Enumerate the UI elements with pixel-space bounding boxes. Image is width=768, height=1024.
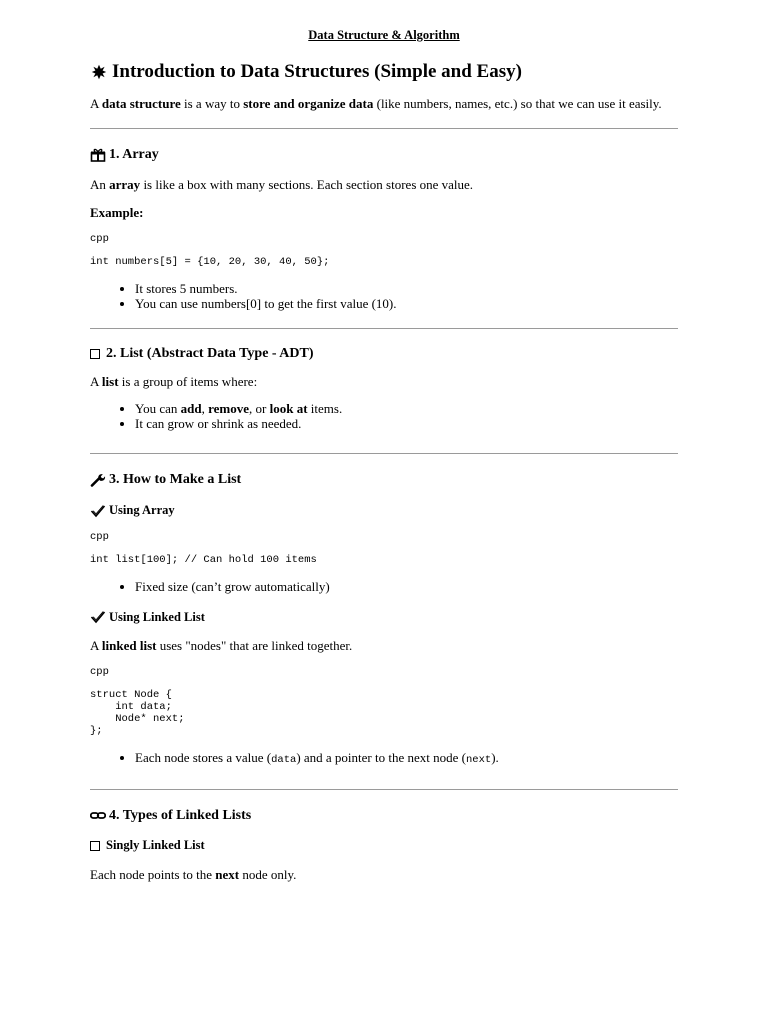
linked-list-bullets: [90, 751, 678, 768]
code-language-label: cpp: [90, 531, 109, 543]
box-icon: [90, 841, 100, 851]
gift-box-icon: [90, 148, 106, 162]
divider: [90, 328, 678, 329]
check-icon: [90, 504, 106, 518]
main-title-text: Introduction to Data Structures (Simple and Easy): [112, 61, 522, 82]
section-make-list-heading: 3. How to Make a List: [90, 472, 678, 488]
list-adt-description: A list is a group of items where:: [90, 374, 258, 389]
list-item: • You can add, remove, or look at items.: [135, 402, 678, 417]
section-list-adt-heading: 2. List (Abstract Data Type - ADT): [90, 346, 678, 362]
list-item: • It can grow or shrink as needed.: [135, 417, 678, 432]
wrench-icon: [90, 473, 106, 487]
page-header: Data Structure & Algorithm: [308, 28, 460, 42]
code-block: int list[100]; // Can hold 100 items: [90, 554, 317, 566]
singly-linked-description: Each node points to the next node only.: [90, 867, 297, 882]
array-bullets: [90, 282, 678, 311]
check-icon: [90, 610, 106, 624]
using-linked-list-heading: Using Linked List: [90, 610, 678, 625]
using-array-heading: Using Array: [90, 503, 678, 518]
array-description: An array is like a box with many sections. Each section stores one value.: [90, 177, 474, 192]
section-types-heading: 4. Types of Linked Lists: [90, 808, 678, 824]
code-language-label: cpp: [90, 665, 109, 678]
example-label: Example:: [90, 205, 144, 220]
list-item: • It stores 5 numbers.: [135, 282, 678, 297]
document-content: [90, 58, 678, 882]
divider: [90, 789, 678, 790]
code-block: struct Node { int data; Node* next; };: [90, 688, 185, 737]
divider: [90, 128, 678, 129]
singly-linked-heading: Singly Linked List: [90, 838, 678, 853]
list-adt-bullets: [90, 402, 678, 431]
list-item: • Each node stores a value (data) and a pointer to the next node (next).: [135, 751, 678, 768]
section-array-heading: 1. Array: [90, 147, 678, 163]
intro-paragraph: A data structure is a way to store and organize data (like numbers, names, etc.) so that we can use it easily.: [90, 96, 662, 111]
list-item: • Fixed size (can’t grow automatically): [135, 580, 678, 595]
linked-list-description: A linked list uses "nodes" that are linked together.: [90, 637, 353, 653]
divider: [90, 453, 678, 454]
code-block: int numbers[5] = {10, 20, 30, 40, 50};: [90, 256, 330, 268]
chain-link-icon: [90, 809, 106, 823]
main-title: [90, 58, 678, 86]
code-language-label: cpp: [90, 233, 109, 245]
box-icon: [90, 349, 100, 359]
sparkle-icon: [90, 64, 108, 80]
using-array-bullets: [90, 580, 678, 595]
list-item: • You can use numbers[0] to get the first value (10).: [135, 297, 678, 312]
